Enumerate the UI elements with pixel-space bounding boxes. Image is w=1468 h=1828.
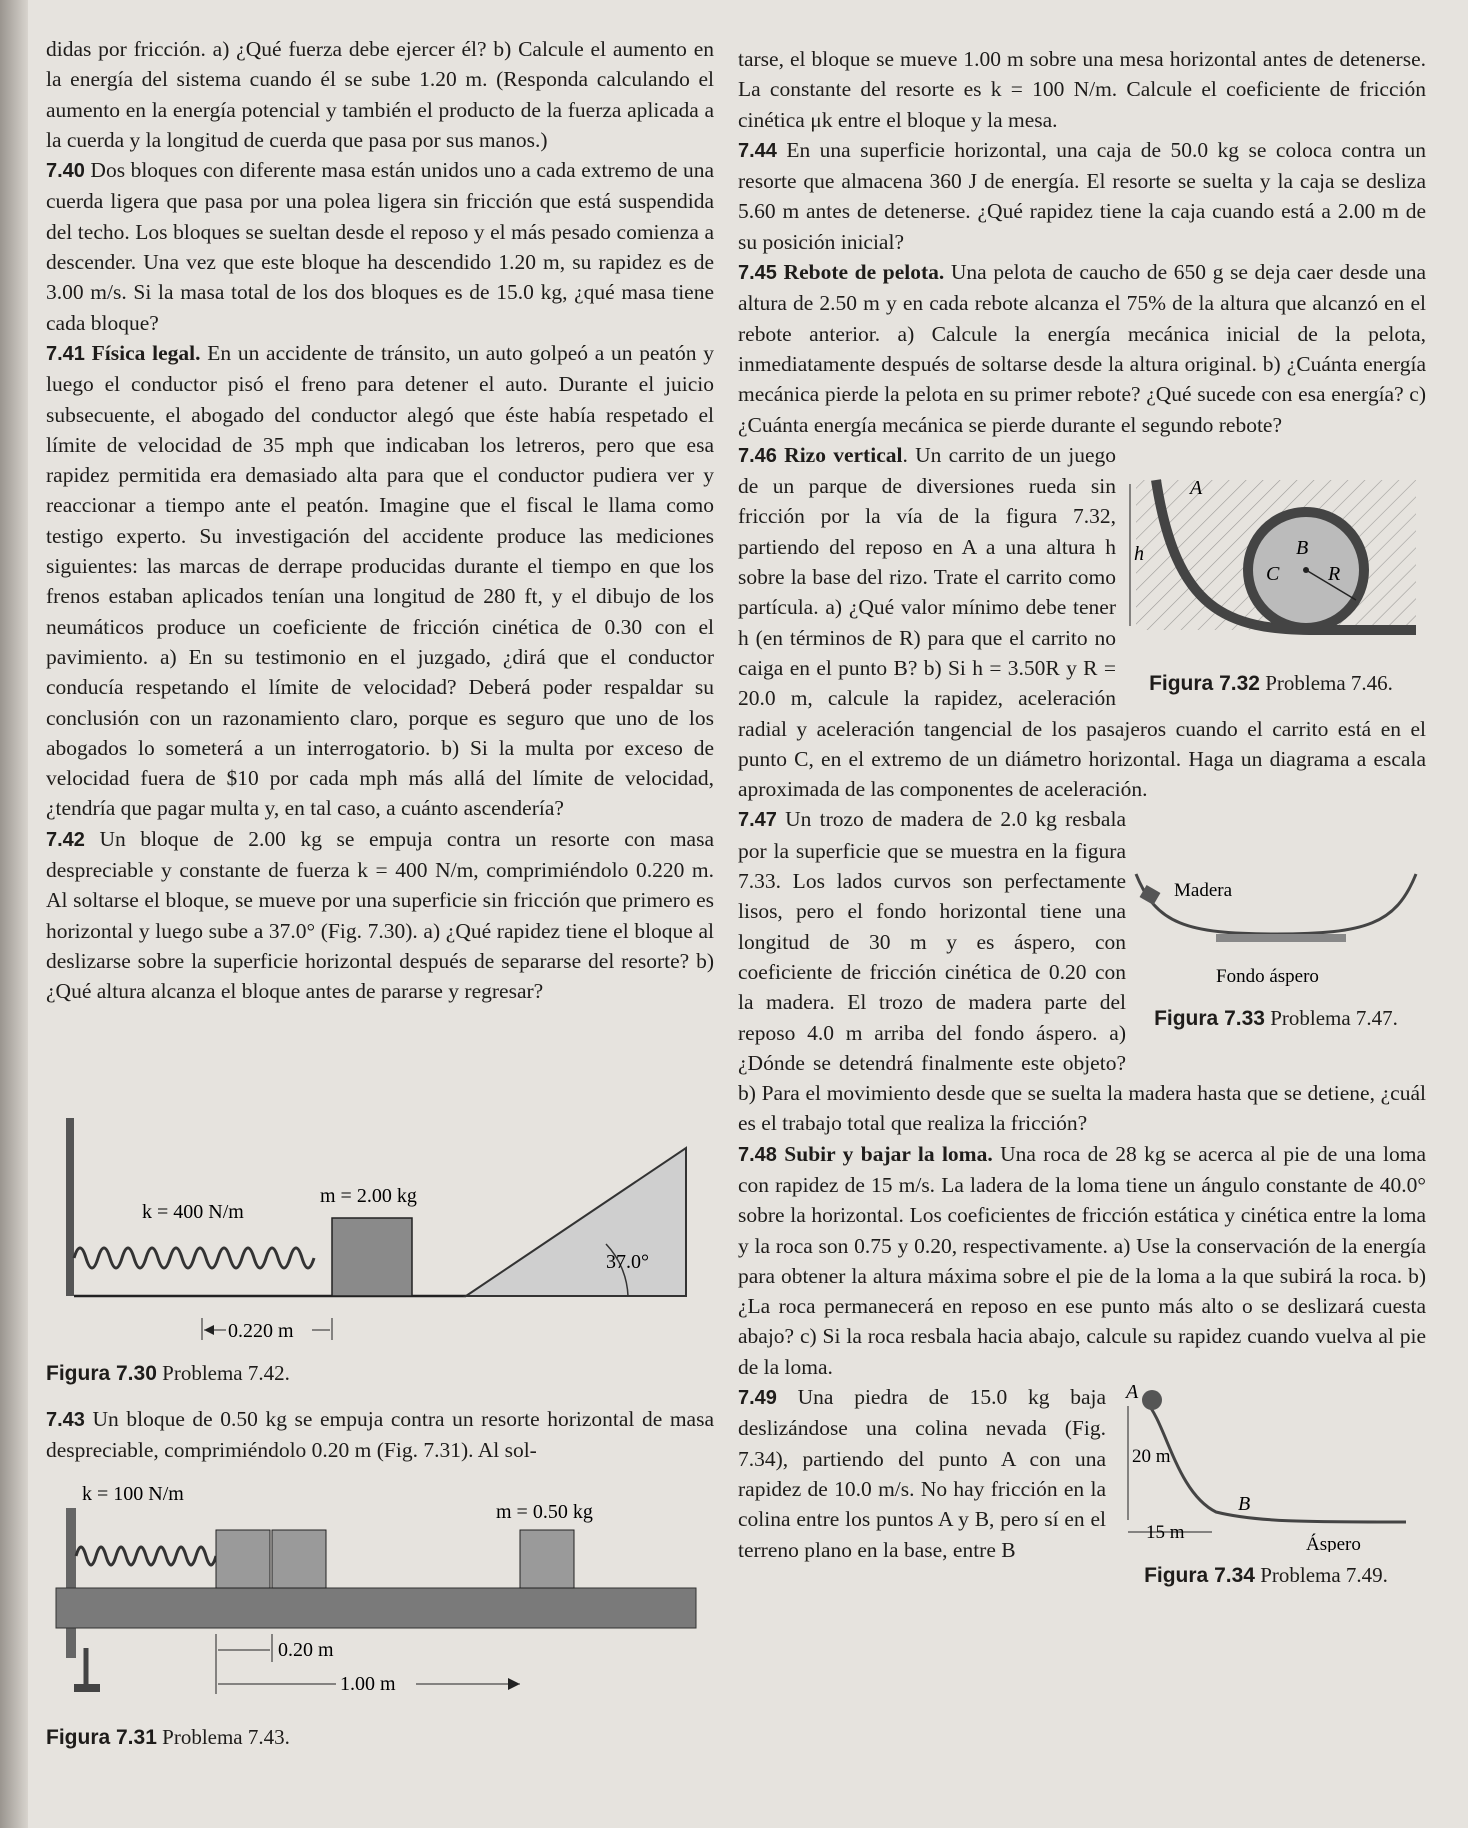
- figure-7-34-diagram: [1106, 1382, 1426, 1552]
- dim-arrow: [508, 1678, 520, 1690]
- block-released: [272, 1530, 326, 1588]
- problem-number: 7.49: [738, 1387, 777, 1410]
- clamp-post: [66, 1508, 76, 1658]
- rough-label: Áspero: [1306, 1534, 1361, 1553]
- problem-text: En una superficie horizontal, una caja de 50.0 kg se coloca contra un resorte que almacena 360 J de energía. El resorte se suelta y la caja se desliza 5.60 m antes de detenerse. ¿Qué rapidez tiene la caja cuando está a 2.00 m de su posición inicial?: [738, 137, 1426, 254]
- problem-7-43: [46, 1404, 714, 1466]
- wall: [66, 1118, 74, 1296]
- point-a-label: A: [1126, 1382, 1139, 1404]
- problem-7-43-continued: tarse, el bloque se mueve 1.00 m sobre una mesa horizontal antes de detenerse. La constante del resorte es k = 100 N/m. Calcule el coeficiente de fricción cinética μk entre el bloque y la mesa.: [738, 47, 1426, 132]
- problem-text: Un bloque de 0.50 kg se empuja contra un resorte horizontal de masa despreciable, comprimiéndolo 0.20 m (Fig. 7.31). Al sol-: [46, 1407, 714, 1463]
- figure-7-34-float: [1106, 1382, 1426, 1592]
- figure-7-32-diagram: [1116, 440, 1426, 660]
- figure-label: Figura 7.34: [1144, 1564, 1255, 1588]
- compression-label: 0.20 m: [278, 1639, 334, 1661]
- problem-7-40: [46, 155, 714, 338]
- mass-label: m = 2.00 kg: [320, 1185, 417, 1207]
- problem-number: 7.40: [46, 160, 85, 183]
- caption-text: Problema 7.49.: [1254, 1563, 1388, 1588]
- problem-title: Física legal.: [84, 340, 201, 365]
- problem-title: Subir y bajar la loma.: [776, 1141, 993, 1166]
- caption-text: Problema 7.42.: [156, 1361, 290, 1385]
- rough-bottom-label: Fondo áspero: [1216, 966, 1319, 988]
- figure-7-34-caption: [1106, 1560, 1426, 1591]
- snowy-hill: [1146, 1402, 1406, 1522]
- problem-title: Rebote de pelota.: [776, 260, 945, 285]
- figure-7-31-diagram: [46, 1478, 714, 1710]
- incline: [466, 1148, 686, 1296]
- problem-text: Una roca de 28 kg se acerca al pie de una loma con rapidez de 15 m/s. La ladera de la loma tiene un ángulo constante de 40.0° sobre la horizontal. Los coeficientes de fricción estática y cinética entre la loma y la roca son 0.75 y 0.20, respectivamente. a) Use la conservación de la energía para obtener la altura máxima sobre el pie de la loma a la que subirá la roca. b) ¿La roca permanecerá en reposo en ese punto más alto o se deslizará cuesta abajo? c) Si la roca resbala hacia abajo, calcule su rapidez cuando vuelva al pie de la loma.: [738, 1141, 1426, 1379]
- spring: [76, 1547, 216, 1565]
- caption-text: Problema 7.47.: [1264, 1005, 1398, 1030]
- compression-label: 0.220 m: [228, 1320, 294, 1342]
- angle-label: 37.0°: [606, 1251, 649, 1273]
- figure-7-30-caption: [46, 1358, 714, 1389]
- figure-7-33-caption: [1126, 1003, 1426, 1034]
- left-column: [46, 34, 714, 1007]
- page-binding-edge: [0, 0, 28, 1828]
- figure-label: Figura 7.32: [1149, 672, 1260, 696]
- problem-number: 7.42: [46, 828, 85, 851]
- right-column: [738, 44, 1426, 1592]
- problem-text: Dos bloques con diferente masa están unidos uno a cada extremo de una cuerda ligera que pasa por una polea ligera sin fricción que está suspendida del techo. Los bloques se sueltan desde el reposo y el más pesado comienza a descender. Una vez que este bloque ha descendido 1.20 m, su rapidez es de 3.00 m/s. Si la masa total de los dos bloques es de 15.0 kg, ¿qué masa tiene cada bloque?: [46, 158, 714, 335]
- spring-constant-label: k = 100 N/m: [82, 1483, 184, 1505]
- block-final: [520, 1530, 574, 1588]
- block: [332, 1218, 412, 1296]
- problem-number: 7.45: [738, 262, 777, 285]
- spring: [74, 1248, 314, 1268]
- figure-label: Figura 7.30: [46, 1362, 157, 1385]
- width-label: 15 m: [1146, 1522, 1185, 1544]
- point-b-label: B: [1238, 1493, 1251, 1516]
- paragraph-continued: didas por fricción. a) ¿Qué fuerza debe ejercer él? b) Calcule el aumento en la energía del sistema cuando él se sube 1.20 m. (Responda calculando el aumento en la energía potencial y también el producto de la fuerza aplicada a la cuerda y la longitud de cuerda que pasa por sus manos.): [46, 37, 714, 152]
- figure-7-31: [46, 1478, 714, 1710]
- caption-text: Problema 7.43.: [156, 1725, 290, 1749]
- problem-7-42: [46, 824, 714, 1007]
- problem-text: Una pelota de caucho de 650 g se deja caer desde una altura de 2.50 m y en cada rebote alcanza el 75% de la altura que alcanzó en el rebote anterior. a) Calcule la energía mecánica inicial de la pelota, inmediatamente después de soltarse desde la altura original. b) ¿Cuánta energía mecánica pierde la pelota en su primer rebote? ¿Qué sucede con esa energía? c) ¿Cuánta energía mecánica se pierde durante el segundo rebote?: [738, 260, 1426, 437]
- clamp-handle: [74, 1684, 100, 1692]
- problem-text: Un bloque de 2.00 kg se empuja contra un resorte con masa despreciable y constante de fuerza k = 400 N/m, comprimiéndolo 0.220 m. Al soltarse el bloque, se mueve por una superficie sin fricción que primero es horizontal y luego sube a 37.0° (Fig. 7.30). a) ¿Qué rapidez tiene el bloque al deslizarse sobre la superficie horizontal después de separarse del resorte? b) ¿Qué altura alcanza el bloque antes de pararse y regresar?: [46, 826, 714, 1004]
- figure-7-31-caption: [46, 1722, 714, 1753]
- problem-text: Un trozo de madera de 2.0 kg resbala por la superficie que se muestra en la figura 7.33. Los lados curvos son perfectamente lisos, pero el fondo horizontal tiene una longitud de 30 m y es áspero, con coeficiente de fricción cinética de 0.20 con la madera. El trozo de madera parte del reposo 4.0 m arriba del fondo áspero. a) ¿Dónde se detendrá finalmente este objeto? b) Para el movimiento desde que se suelta la madera hasta que se detiene, ¿cuál es el trabajo total que realiza la fricción?: [738, 807, 1426, 1136]
- figure-7-33-diagram: [1126, 864, 1426, 994]
- problem-7-41: [46, 338, 714, 824]
- distance-label: 1.00 m: [340, 1673, 396, 1695]
- height-label: 20 m: [1132, 1446, 1171, 1468]
- stone: [1142, 1390, 1162, 1410]
- radius-label: R: [1328, 562, 1341, 585]
- spring-constant-label: k = 400 N/m: [142, 1201, 244, 1223]
- point-b-label: B: [1296, 536, 1309, 559]
- figure-7-32-float: [1116, 440, 1426, 704]
- dim-arrow: [204, 1325, 214, 1335]
- figure-7-30-diagram: [46, 1118, 714, 1358]
- mass-label: m = 0.50 kg: [496, 1501, 593, 1523]
- height-label: h: [1134, 542, 1144, 565]
- figure-7-30: [46, 1118, 714, 1358]
- figure-label: Figura 7.33: [1154, 1006, 1265, 1030]
- problem-7-48: [738, 1139, 1426, 1382]
- problem-number: 7.48: [738, 1143, 777, 1166]
- problem-number: 7.43: [46, 1409, 85, 1431]
- figure-label: Figura 7.31: [46, 1726, 157, 1749]
- problem-number: 7.46: [738, 444, 777, 467]
- block-compressed: [216, 1530, 270, 1588]
- rough-bottom: [1216, 934, 1346, 942]
- table: [56, 1588, 696, 1628]
- wood-label: Madera: [1174, 880, 1233, 902]
- problem-text: En un accidente de tránsito, un auto golpeó a un peatón y luego el conductor pisó el freno para detener el auto. Durante el juicio subsecuente, el abogado del conductor alegó que éste había respetado el límite de velocidad de 35 mph que indicaban los letreros, pero que esa rapidez permitida era demasiado alta para que el conductor pudiera ver y reaccionar a tiempo ante el peatón. Imagine que el fiscal le llama como testigo experto. Su investigación del accidente produce las mediciones siguientes: las marcas de derrape producidas durante el tiempo en que los frenos estaban aplicados tenían una longitud de 280 ft, y el dibujo de los neumáticos produce un coeficiente de fricción cinética de 0.30 con el pavimiento. a) En su testimonio en el juzgado, ¿dirá que el conductor conducía respetando el límite de velocidad? Deberá poder respaldar su conclusión con un razonamiento claro, porque es seguro que uno de los abogados lo someterá a un interrogatorio. b) Si la multa por exceso de velocidad fuera de $10 por cada mph más allá del límite de velocidad, ¿tendría que pagar multa y, en tal caso, a cuánto ascendería?: [46, 340, 714, 821]
- figure-7-33-float: [1126, 864, 1426, 1054]
- problem-7-45: [738, 257, 1426, 440]
- problem-number: 7.47: [738, 809, 777, 832]
- problem-text: Una piedra de 15.0 kg baja deslizándose una colina nevada (Fig. 7.34), partiendo del punto A con una rapidez de 10.0 m/s. No hay fricción en la colina entre los puntos A y B, pero sí en el terreno plano en la base, entre B: [738, 1385, 1106, 1562]
- problem-text: . Un carrito de un juego de un parque de diversiones rueda sin fricción por la vía de la figura 7.32, partiendo del reposo en A a una altura h sobre la base del rizo. Trate el carrito como partícula. a) ¿Qué valor mínimo debe tener h (en términos de R) para que el carrito no caiga en el punto B? b) Si h = 3.50R y R = 20.0 m, calcule la rapidez, aceleración radial y aceleración tangencial de los pasajeros cuando el carrito está en el punto C, en el extremo de un diámetro horizontal. Haga un diagrama a escala aproximada de las componentes de aceleración.: [738, 442, 1426, 802]
- figure-7-32-caption: [1116, 668, 1426, 699]
- point-a-label: A: [1190, 476, 1203, 499]
- caption-text: Problema 7.46.: [1259, 671, 1393, 696]
- problem-number: 7.44: [738, 139, 777, 162]
- problem-number: 7.41: [46, 342, 85, 365]
- point-c-label: C: [1266, 562, 1280, 585]
- problem-title: Rizo vertical: [776, 442, 903, 467]
- problem-7-44: [738, 135, 1426, 257]
